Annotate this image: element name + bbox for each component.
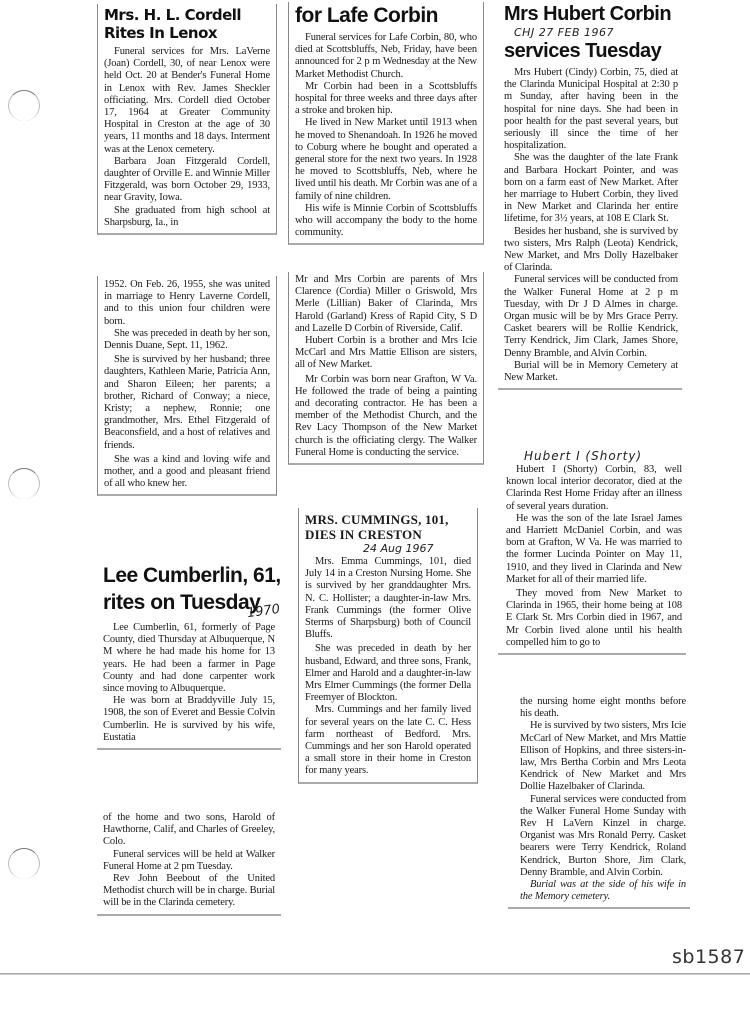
paragraph: Funeral services for Lafe Corbin, 80, who died at Scottsbluffs, Neb, Friday, have been announced for 2 p m Wednesday at the New Market Methodist Church. — [295, 32, 477, 80]
headline-line: Lee Cumberlin, 61, — [103, 564, 281, 587]
paragraph: Lee Cumberlin, 61, formerly of Page County, died Thursday at Albuquerque, N M where he had made his home for 13 years. He had been a farmer in Page County and had done carpenter work since moving to Albuquerque. — [103, 622, 275, 695]
article-body — [104, 279, 270, 490]
headline — [305, 512, 471, 542]
paragraph: Rev John Beebout of the United Methodist church will be in charge. Burial will be in the Clarinda cemetery. — [103, 873, 275, 909]
paragraph: Hubert I (Shorty) Corbin, 83, well known local interior decorator, died at the Clarinda Rest Home Friday after an illness of several years duration. — [506, 464, 682, 512]
paragraph: Funeral services for Mrs. LaVerne (Joan) Cordell, 30, of near Lenox were held Oct. 20 at Bender's Funeral Home in Lenox with Rev. James Sheckler officiating. Mrs. Cordell died October 17, 1964 at Greater Community Hospital in Creston at the age of 30 years, 11 months and 18 days. Interment was at the Lenox cemetery. — [104, 46, 270, 155]
catalog-number: sb1587 — [672, 946, 746, 968]
clipping-cummings — [298, 508, 478, 784]
paragraph: He lived in New Market until 1913 when he moved to Shenandoah. In 1926 he moved to Coburg where he bought and operated a general store for the next two years. In 1928 he moved to Scottsbluffs, Neb, where he lived until his death. Mr Corbin was ane of a family of nine children. — [295, 117, 477, 202]
headline: Mrs Hubert Corbin — [504, 3, 672, 25]
paragraph: He was born at Braddyville July 15, 1908, the son of Everet and Bessie Colvin Cumberlin. He is survived by his wife, Eustatia — [103, 695, 275, 743]
headline-line: Mrs. H. L. Cordell — [104, 6, 242, 24]
clipping-lafe-corbin-part2 — [288, 272, 484, 465]
clipping-cumberlin-part1 — [97, 562, 281, 750]
binder-hole-icon — [8, 848, 40, 879]
paragraph: Mrs Hubert (Cindy) Corbin, 75, died at the Clarinda Municipal Hospital at 2:30 p m Sunday, after having been in the hospital for nine days. She had been in poor health for the past several years, but seriously ill since the time of her hospitalization. — [504, 67, 678, 152]
paragraph: Funeral services will be held at Walker Funeral Home at 2 pm Tuesday. — [103, 848, 275, 872]
page-edge-divider — [0, 973, 750, 975]
clipping-lafe-corbin-part1 — [288, 2, 484, 245]
clipping-hubert-shorty-corbin-part2 — [508, 694, 690, 909]
paragraph: Mr Corbin had been in a Scottsbluffs hospital for three weeks and three days after a stroke and broken hip. — [295, 80, 477, 117]
handwritten-year: 1970 — [246, 601, 281, 622]
paragraph: She was a kind and loving wife and mother, and a good and pleasant friend of all who knew her. — [104, 453, 270, 490]
paragraph: Burial will be in Memory Cemetery at New Market. — [504, 359, 678, 384]
article-body — [520, 696, 686, 903]
article-body — [104, 46, 270, 229]
handwritten-date: 24 Aug 1967 — [363, 542, 434, 555]
paragraph: She was the daughter of the late Frank and Barbara Hockart Pointer, and was born on a farm east of New Market. After her marriage to Hubert Corbin, they lived in New Market and Clarinda her entire lifetime, for 3½ years, at 108 E Clark St. — [504, 152, 678, 225]
paragraph: Barbara Joan Fitzgerald Cordell, daughter of Orville E. and Winnie Miller Fitzgerald, was born October 29, 1933, near Gravity, Iowa. — [104, 155, 270, 204]
paragraph: the nursing home eight months before his death. — [520, 696, 686, 720]
headline-line: Rites In Lenox — [104, 24, 218, 42]
paragraph: She graduated from high school at Sharpsburg, Ia., in — [104, 204, 270, 228]
clipping-cordell-part1 — [97, 4, 277, 235]
clipping-hubert-shorty-corbin-part1 — [498, 448, 686, 655]
headline: for Lafe Corbin — [295, 4, 438, 27]
paragraph: 1952. On Feb. 26, 1955, she was united in marriage to Henry Laverne Cordell, and to this union four children were born. — [104, 279, 270, 327]
article-body — [305, 556, 471, 778]
paragraph: He was the son of the late Israel James and Harriett McDaniel Corbin, and was born at Grafton, W Va. He was married to the former Lucinda Pointer on May 11, 1910, and they lived in Clarinda and New Market for all of their married life. — [506, 512, 682, 585]
headline-line: MRS. CUMMINGS, 101, — [305, 512, 449, 527]
paragraph: Funeral services were conducted from the Walker Funeral Home Sunday with Rev H LaVern Kinzel in charge. Organist was Mrs Ronald Perry. Casket bearers were Terry Kendrick, Roland Kendrick, Burton Shore, Jim Clark, Denny Bramble, and Alvin Corbin. — [520, 793, 686, 878]
article-body — [295, 274, 477, 459]
article-body — [506, 464, 682, 649]
paragraph: They moved from New Market to Clarinda in 1965, their home being at 108 E Clark St. Mrs Corbin died in 1967, and Mr Corbin lived alone until his health compelled him to go to — [506, 588, 682, 648]
paragraph: Funeral services will be conducted from the Walker Funeral Home at 2 p m Tuesday, with Dr J D Almes in charge. Organ music will be by Mrs Grace Perry. Casket bearers will be Rollie Kendrick, Terry Kendrick, Jim Clark, James Shore, Denny Bramble, and Alvin Corbin. — [504, 274, 678, 359]
paragraph: of the home and two sons, Harold of Hawthorne, Calif, and Charles of Greeley, Colo. — [103, 812, 275, 848]
paragraph: She was preceded in death by her husband, Edward, and three sons, Frank, Elmer and Harold and a daughter-in-law Mrs Elmer Cummings (the former Della Freemyer of Blockton. — [305, 643, 471, 704]
headline-line: DIES IN CRESTON — [305, 527, 422, 542]
paragraph: Burial was at the side of his wife in the Memory cemetery. — [520, 879, 686, 903]
handwritten-name-note: Hubert I (Shorty) — [524, 449, 643, 463]
article-body — [103, 812, 275, 910]
paragraph: He is survived by two sisters, Mrs Icie McCarl of New Market, and Mrs Mattie Ellison of Hopkins, and three sisters-in-law, Mrs Bertha Corbin and Mrs Leota Kendrick of New Market and Mrs Dollie Hazelbaker of Clarinda. — [520, 720, 686, 793]
article-body — [103, 622, 275, 744]
article-body — [295, 32, 477, 239]
paragraph: Besides her husband, she is survived by two sisters, Mrs Ralph (Leota) Kendrick, New Market, and Mrs Dolly Hazelbaker of Clarinda. — [504, 225, 678, 274]
handwritten-source-note: CHJ 27 FEB 1967 — [514, 26, 615, 39]
headline-line: services Tuesday — [504, 40, 662, 62]
binder-hole-icon — [8, 90, 40, 121]
paragraph: Mr Corbin was born near Grafton, W Va. He followed the trade of being a painting and decorating contractor. He has been a member of the Methodist Church, and the Rev Lacy Thompson of the New Market church is the officiating clergy. The Walker Funeral Home is conducting the service. — [295, 373, 477, 458]
paragraph: She is survived by her husband; three daughters, Kathleen Marie, Patricia Ann, and Sharon Eileen; her parents; a brother, Richard of Conway; a niece, Kristy; a nephew, Ronnie; one grandmother, Mrs. Ethel Fitzgerald of Beaconsfield, and a host of relatives and friends. — [104, 354, 270, 451]
paragraph: Mrs. Cummings and her family lived for several years on the late C. C. Hess farm northeast of Bedford. Mrs. Cummings and her son Harold operated a small store in their home in Creston for many years. — [305, 704, 471, 777]
headline-line: rites on Tuesday — [103, 591, 261, 614]
paragraph: She was preceded in death by her son, Dennis Duane, Sept. 11, 1962. — [104, 327, 270, 352]
clipping-mrs-hubert-corbin — [498, 2, 682, 390]
article-body — [504, 67, 678, 384]
paragraph: Hubert Corbin is a brother and Mrs Icie McCarl and Mrs Mattie Ellison are sisters, all of New Market. — [295, 335, 477, 371]
paragraph: Mrs. Emma Cummings, 101, died July 14 in a Creston Nursing Home. She is survived by her granddaughter Mrs. N. C. Hollister; a daughter-in-law Mrs. Frank Cummings (the former Olive Sterms of Sharpsburg) both of Council Bluffs. — [305, 556, 471, 641]
headline — [104, 6, 270, 42]
binder-hole-icon — [8, 468, 40, 499]
paragraph: Mr and Mrs Corbin are parents of Mrs Clarence (Cordia) Miller o Griswold, Mrs Merle (Lillian) Baker of Clarinda, Mrs Harold (Garland) Kress of Rapid City, S D and Lazelle D Corbin of Riverside, Calif. — [295, 274, 477, 334]
paragraph: His wife is Minnie Corbin of Scottsbluffs who will accompany the body to the home community. — [295, 202, 477, 239]
clipping-cumberlin-part2 — [97, 810, 281, 916]
clipping-cordell-part2 — [97, 276, 277, 496]
